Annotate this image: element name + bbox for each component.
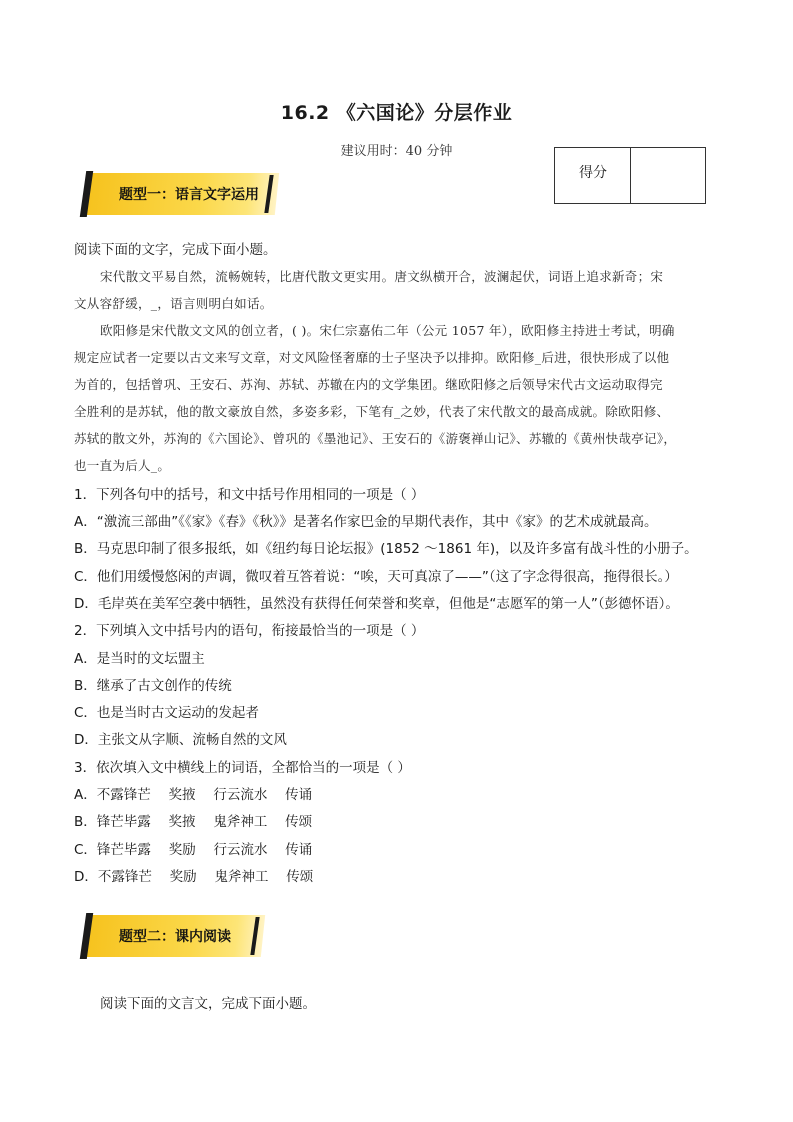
answer-option[interactable]: C．他们用缓慢悠闲的声调，微叹着互答着说：“唉，天可真凉了——”（这了字念得很高，拖得很长。） bbox=[74, 569, 678, 585]
answer-option[interactable]: A．是当时的文坛盟主 bbox=[74, 651, 205, 667]
answer-option[interactable]: B．锋芒毕露 奖掖 鬼斧神工 传颂 bbox=[74, 814, 313, 830]
passage-line: 文从容舒缓，_，语言则明白如话。 bbox=[74, 296, 273, 311]
answer-option[interactable]: C．锋芒毕露 奖励 行云流水 传诵 bbox=[74, 842, 313, 858]
passage-line: 苏轼的散文外，苏洵的《六国论》、曾巩的《墨池记》、王安石的《游褒禅山记》、苏辙的《黄州快哉亭记》， bbox=[74, 431, 677, 446]
score-value-field[interactable] bbox=[631, 148, 705, 203]
passage-line: 宋代散文平易自然，流畅婉转，比唐代散文更实用。唐文纵横开合，波澜起伏，词语上追求新奇；宋 bbox=[100, 269, 664, 284]
section-intro: 阅读下面的文字，完成下面小题。 bbox=[74, 242, 277, 258]
passage-line: 全胜利的是苏轼，他的散文豪放自然，多姿多彩，下笔有_之妙，代表了宋代散文的最高成就。除欧阳修、 bbox=[74, 404, 670, 419]
question-stem: 3．依次填入文中横线上的词语，全都恰当的一项是（ ） bbox=[74, 760, 411, 776]
page-title: 16.2 《六国论》分层作业 bbox=[280, 102, 513, 124]
answer-option[interactable]: D．不露锋芒 奖励 鬼斧神工 传颂 bbox=[74, 869, 314, 885]
passage-line: 规定应试者一定要以古文来写文章，对文风险怪奢靡的士子坚决予以排抑。欧阳修_后进，很快形成了以他 bbox=[74, 350, 670, 365]
section-banner-1 bbox=[77, 171, 277, 217]
question-stem: 2．下列填入文中括号内的语句，衔接最恰当的一项是（ ） bbox=[74, 623, 425, 639]
section-label: 题型二：课内阅读 bbox=[119, 929, 231, 945]
answer-option[interactable]: C．也是当时古文运动的发起者 bbox=[74, 705, 259, 721]
section-intro: 阅读下面的文言文，完成下面小题。 bbox=[100, 996, 316, 1012]
passage-line: 欧阳修是宋代散文文风的创立者，( )。宋仁宗嘉佑二年（公元 1057 年），欧阳修主持进士考试，明确 bbox=[100, 323, 675, 338]
answer-option[interactable]: D．毛岸英在美军空袭中牺牲，虽然没有获得任何荣誉和奖章，但他是“志愿军的第一人”（彭德怀语）。 bbox=[74, 596, 679, 612]
answer-option[interactable]: B．继承了古文创作的传统 bbox=[74, 678, 232, 694]
suggested-time: 建议用时：40 分钟 bbox=[340, 144, 453, 159]
section-banner-2 bbox=[77, 913, 263, 959]
passage-line: 也一直为后人_。 bbox=[74, 458, 171, 473]
question-stem: 1．下列各句中的括号，和文中括号作用相同的一项是（ ） bbox=[74, 487, 425, 503]
answer-option[interactable]: D．主张文从字顺、流畅自然的文风 bbox=[74, 732, 287, 748]
answer-option[interactable]: A．不露锋芒 奖掖 行云流水 传诵 bbox=[74, 787, 313, 803]
passage-line: 为首的，包括曾巩、王安石、苏洵、苏轼、苏辙在内的文学集团。继欧阳修之后领导宋代古文运动取得完 bbox=[74, 377, 663, 392]
score-label: 得分 bbox=[555, 148, 631, 203]
score-box bbox=[554, 147, 706, 204]
section-label: 题型一：语言文字运用 bbox=[119, 187, 259, 203]
answer-option[interactable]: A．“激流三部曲”《《家》《春》《秋》》是著名作家巴金的早期代表作，其中《家》的艺术成就最高。 bbox=[74, 514, 658, 530]
answer-option[interactable]: B．马克思印制了很多报纸，如《纽约每日论坛报》(1852 ～1861 年)，以及许多富有战斗性的小册子。 bbox=[74, 541, 698, 557]
